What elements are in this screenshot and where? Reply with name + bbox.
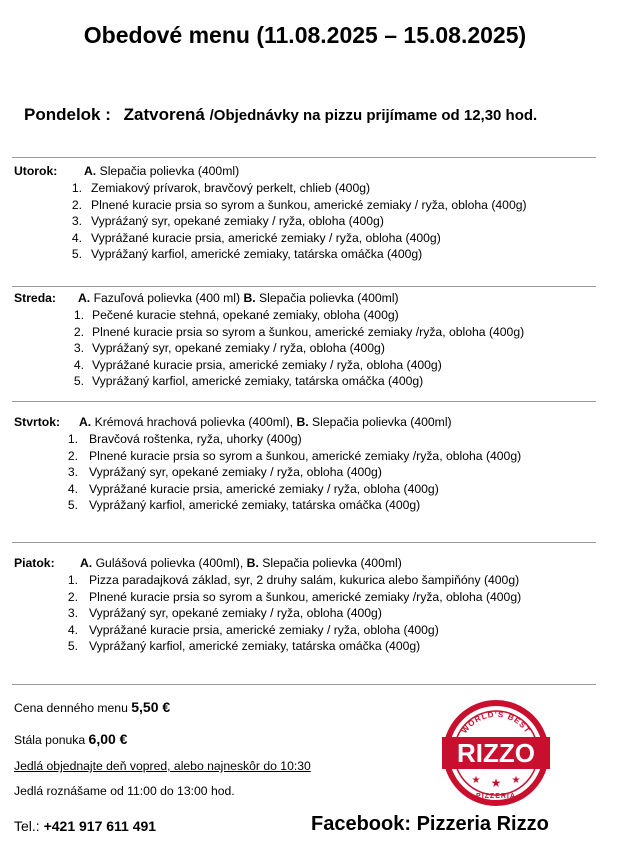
soup-b-letter: B. bbox=[246, 556, 259, 570]
menu-item: 4. Vyprážané kuracie prsia, americké zemiaky / ryža, obloha (400g) bbox=[67, 622, 439, 637]
daily-price-label: Cena denného menu bbox=[14, 701, 128, 715]
soup-a-letter: A. bbox=[79, 415, 92, 429]
facebook-line: Facebook: Pizzeria Rizzo bbox=[311, 813, 549, 835]
menu-item: 3. Vyprážaný syr, opekané zemiaky / ryža, obloha (400g) bbox=[67, 606, 382, 620]
divider bbox=[12, 401, 596, 402]
monday-label: Pondelok : bbox=[24, 105, 111, 124]
menu-item: 4. Vyprážané kuracie prsia, americké zemiaky / ryža, obloha (400g) bbox=[71, 230, 441, 245]
menu-item: 4. Vyprážané kuracie prsia, americké zemiaky / ryža, obloha (400g) bbox=[73, 357, 442, 372]
phone-label: Tel.: bbox=[14, 818, 40, 834]
soup-line bbox=[84, 163, 239, 180]
menu-item: 1. Zemiakový prívarok, bravčový perkelt, chlieb (400g) bbox=[71, 181, 371, 195]
menu-item: 5. Vyprážaný karfiol, americké zemiaky, tatárska omáčka (400g) bbox=[71, 247, 423, 261]
star-icon: ★ bbox=[511, 775, 521, 786]
divider bbox=[12, 286, 596, 287]
monday-line bbox=[24, 105, 537, 125]
menu-item: 3. Vypráźaný syr, opekané zemiaky / ryža, obloha (400g) bbox=[71, 214, 384, 228]
menu-items bbox=[14, 431, 604, 514]
rizzo-logo-icon bbox=[440, 697, 552, 809]
day-section-tuesday bbox=[14, 163, 604, 263]
daily-price: 5,50 € bbox=[131, 699, 171, 715]
menu-item: 3. Vyprážaný syr, opekané zemiaky / ryža, obloha (400g) bbox=[67, 465, 382, 479]
logo-top-text: WORLD'S BEST bbox=[459, 709, 533, 736]
soup-a: Fazuľová polievka (400 ml) bbox=[93, 291, 241, 305]
day-section-thursday bbox=[14, 414, 604, 514]
day-section-friday bbox=[14, 555, 604, 655]
soup-b-letter: B. bbox=[243, 291, 256, 305]
divider bbox=[12, 157, 596, 158]
svg-text:WORLD'S BEST bbox=[460, 710, 533, 735]
star-icon: ★ bbox=[490, 776, 502, 790]
soup-line bbox=[78, 290, 399, 307]
soup-a-letter: A. bbox=[80, 556, 93, 570]
delivery-note: Jedlá roznášame od 11:00 do 13:00 hod. bbox=[14, 784, 235, 798]
soup-b-letter: B. bbox=[296, 415, 309, 429]
menu-item: 2. Plnené kuracie prsia so syrom a šunkou, americké zemiaky /ryža, obloha (400g) bbox=[67, 589, 522, 604]
menu-items bbox=[14, 572, 604, 655]
menu-item: 1. Pizza paradajková základ, syr, 2 druhy salám, kukurica alebo šampiňóny (400g) bbox=[67, 573, 520, 587]
divider bbox=[12, 684, 596, 685]
day-section-wednesday bbox=[14, 290, 604, 390]
menu-item: 2. Plnené kuracie prsia so syrom a šunkou, americké zemiaky / ryža, obloha (400g) bbox=[71, 197, 527, 212]
menu-items bbox=[14, 307, 604, 390]
star-icon: ★ bbox=[471, 775, 481, 786]
soup-line bbox=[79, 414, 452, 431]
soup-a-letter: A. bbox=[84, 164, 97, 178]
menu-item: 4. Vyprážané kuracie prsia, americké zemiaky / ryža, obloha (400g) bbox=[67, 481, 439, 496]
menu-title: Obedové menu (11.08.2025 – 15.08.2025) bbox=[83, 22, 527, 48]
monday-note: /Objednávky na pizzu prijímame od 12,30 hod. bbox=[209, 107, 538, 124]
phone-line bbox=[14, 818, 156, 834]
day-name: Streda: bbox=[14, 291, 56, 305]
menu-item: 1. Pečené kuracie stehná, opekané zemiaky, obloha (400g) bbox=[73, 308, 399, 322]
soup-a-letter: A. bbox=[78, 291, 91, 305]
soup-a: Krémová hrachová polievka (400ml), bbox=[94, 415, 294, 429]
fixed-price-label: Stála ponuka bbox=[14, 733, 86, 747]
logo-bottom-text: PIZZERIA bbox=[476, 793, 516, 800]
menu-item: 1. Bravčová roštenka, ryža, uhorky (400g) bbox=[67, 432, 302, 446]
monday-status: Zatvorená bbox=[123, 105, 205, 124]
order-note: Jedlá objednajte deň vopred, alebo najneskôr do 10:30 bbox=[14, 759, 311, 773]
divider bbox=[12, 542, 596, 543]
day-name: Piatok: bbox=[14, 556, 55, 570]
soup-b: Slepačia polievka (400ml) bbox=[259, 291, 399, 305]
fixed-price: 6,00 € bbox=[88, 731, 128, 747]
soup-a: Gulášová polievka (400ml), bbox=[95, 556, 244, 570]
menu-item: 5. Vyprážaný karfiol, americké zemiaky, tatárska omáčka (400g) bbox=[67, 498, 421, 512]
menu-item: 5. Vyprážaný karfiol, americké zemiaky, tatárska omáčka (400g) bbox=[73, 374, 424, 388]
menu-item: 5. Vyprážaný karfiol, americké zemiaky, tatárska omáčka (400g) bbox=[67, 639, 421, 653]
fixed-price-line bbox=[14, 731, 127, 747]
phone-number: +421 917 611 491 bbox=[43, 818, 157, 834]
logo-name: RIZZO bbox=[457, 738, 535, 768]
soup-line bbox=[80, 555, 402, 572]
menu-item: 3. Vyprážaný syr, opekané zemiaky / ryža, obloha (400g) bbox=[73, 341, 385, 355]
soup-b: Slepačia polievka (400ml) bbox=[312, 415, 452, 429]
menu-items bbox=[14, 180, 604, 263]
menu-item: 2. Plnené kuracie prsia so syrom a šunkou, americké zemiaky /ryža, obloha (400g) bbox=[67, 448, 522, 463]
daily-price-line bbox=[14, 699, 170, 715]
soup-b: Slepačia polievka (400ml) bbox=[262, 556, 402, 570]
soup-a: Slepačia polievka (400ml) bbox=[99, 164, 240, 178]
day-name: Utorok: bbox=[14, 164, 58, 178]
menu-item: 2. Plnené kuracie prsia so syrom a šunkou, americké zemiaky /ryža, obloha (400g) bbox=[73, 324, 525, 339]
day-name: Stvrtok: bbox=[14, 415, 61, 429]
